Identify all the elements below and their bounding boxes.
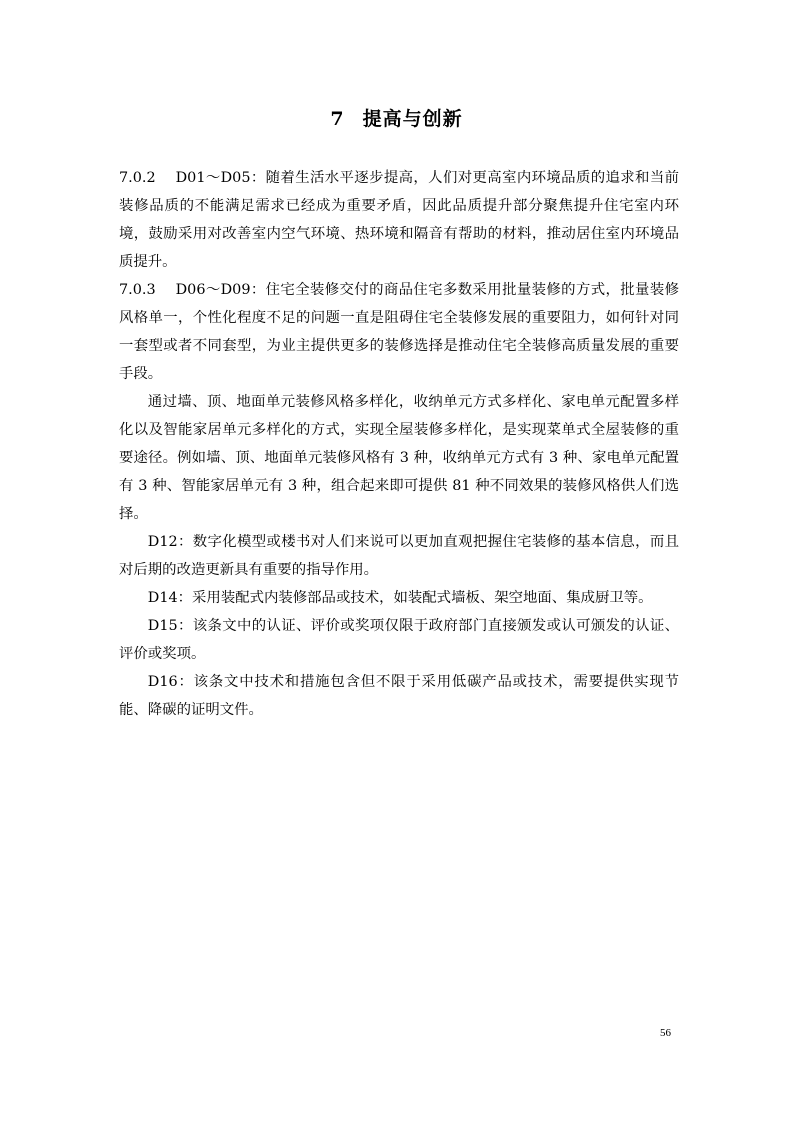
paragraph-d16: D16：该条文中技术和措施包含但不限于采用低碳产品或技术，需要提供实现节能、降碳的证明文件。 (119, 674, 679, 718)
clause-number: 7.0.2 (119, 170, 156, 186)
paragraph-text: D06～D09：住宅全装修交付的商品住宅多数采用批量装修的方式，批量装修风格单一，个性化程度不足的问题一直是阻碍住宅全装修发展的重要阻力，如何针对同一套型或者不同套型，为业主提供更多的装修选择是推动住宅全装修高质量发展的重要手段。 (119, 282, 679, 382)
clause-paragraph-7-0-3 (119, 276, 679, 388)
paragraph-d14: D14：采用装配式内装修部品或技术，如装配式墙板、架空地面、集成厨卫等。 (147, 590, 653, 606)
clause-paragraph-7-0-2 (119, 164, 679, 276)
paragraph-text: D01～D05：随着生活水平逐步提高，人们对更高室内环境品质的追求和当前装修品质的不能满足需求已经成为重要矛盾，因此品质提升部分聚焦提升住宅室内环境，鼓励采用对改善室内空气环境、热环境和隔音有帮助的材料，推动居住室内环境品质提升。 (119, 170, 679, 270)
chapter-title-text: 提高与创新 (362, 108, 463, 130)
paragraph-d15: D15：该条文中的认证、评价或奖项仅限于政府部门直接颁发或认可颁发的认证、评价或奖项。 (119, 618, 679, 662)
page-number: 56 (660, 1027, 671, 1039)
clause-number: 7.0.3 (119, 282, 156, 298)
paragraph-d12: D12：数字化模型或楼书对人们来说可以更加直观把握住宅装修的基本信息，而且对后期的改造更新具有重要的指导作用。 (119, 534, 679, 578)
paragraph-diversity: 通过墙、顶、地面单元装修风格多样化，收纳单元方式多样化、家电单元配置多样化以及智能家居单元多样化的方式，实现全屋装修多样化，是实现菜单式全屋装修的重要途径。例如墙、顶、地面单元装修风格有 3 种，收纳单元方式有 3 种、家电单元配置有 3 种、智能家居单元有 3 种，组合起来即可提供 81 种不同效果的装修风格供人们选择。 (119, 394, 679, 522)
body-text (119, 164, 679, 724)
chapter-title (0, 104, 793, 131)
chapter-number: 7 (330, 108, 345, 130)
